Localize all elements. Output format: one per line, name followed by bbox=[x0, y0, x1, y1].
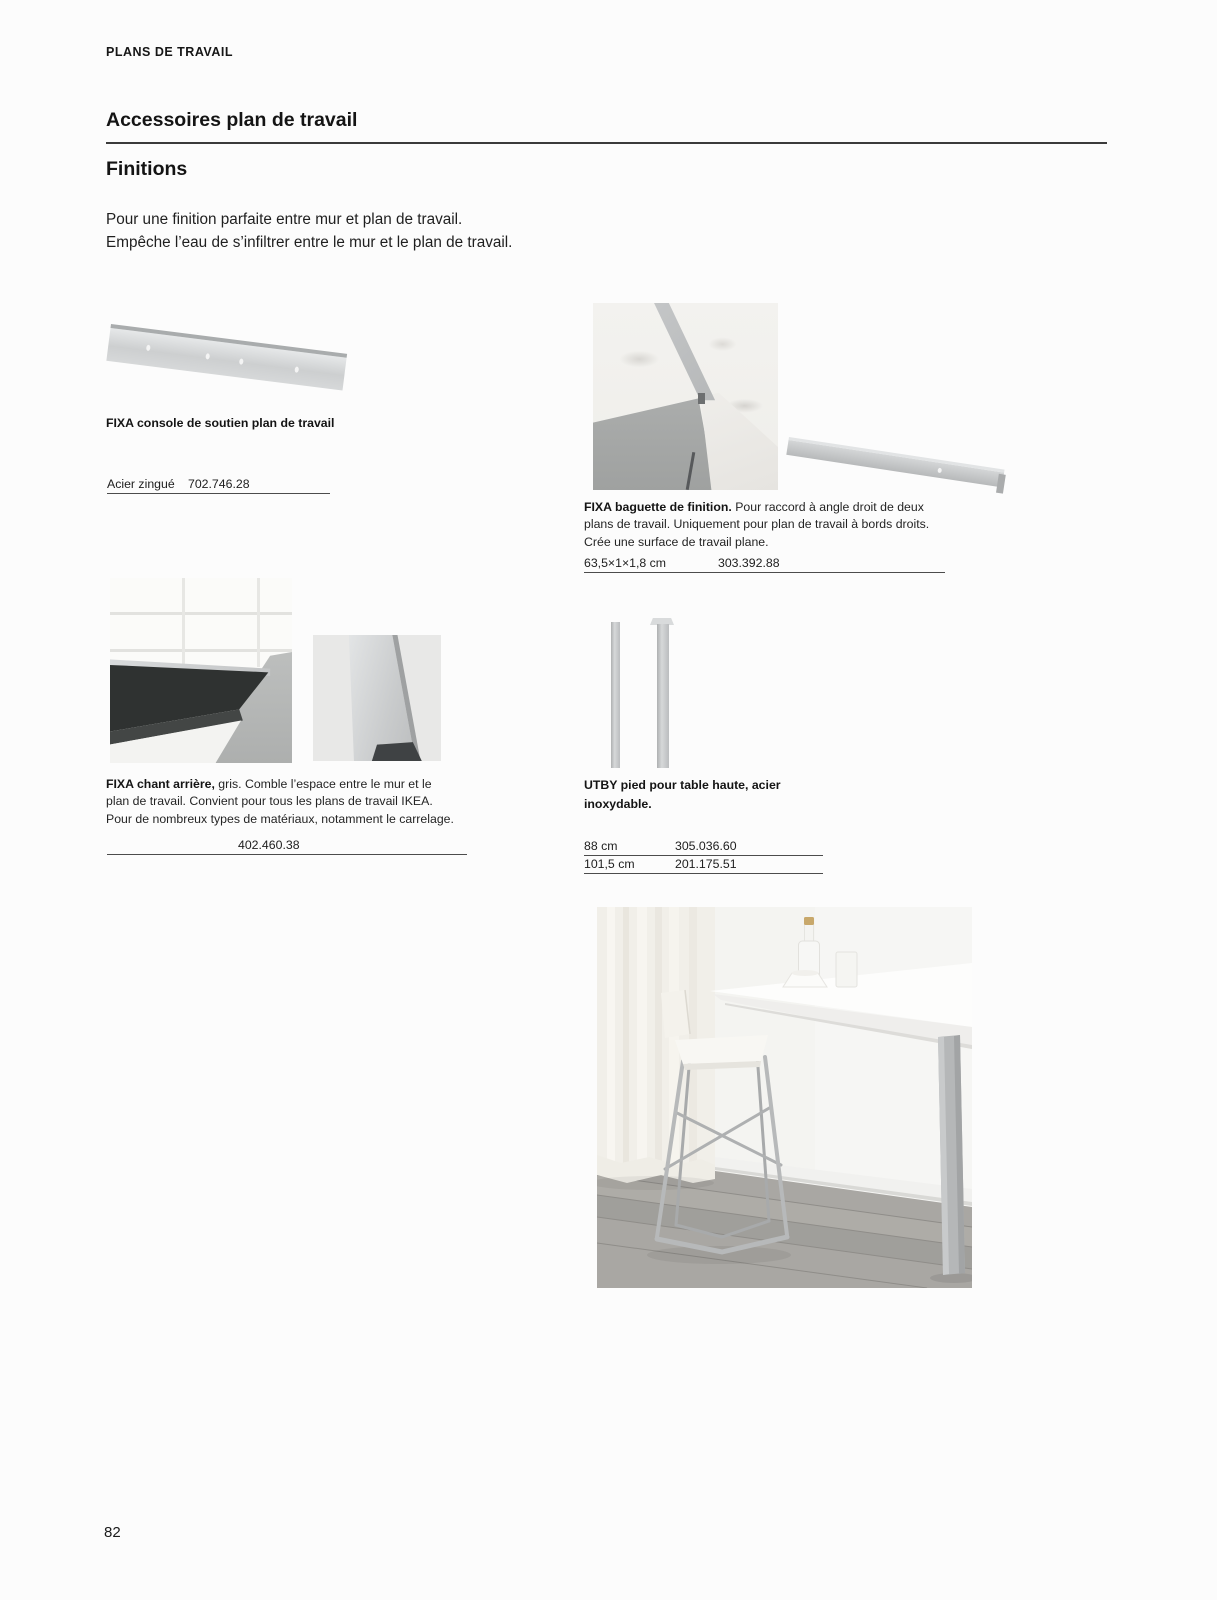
page-number: 82 bbox=[104, 1524, 121, 1541]
product-name-fixa-chant: FIXA chant arrière, bbox=[106, 777, 215, 791]
product-image-utby-legs bbox=[584, 598, 704, 772]
subsection-title: Finitions bbox=[106, 158, 188, 180]
size-label: 63,5×1×1,8 cm bbox=[584, 556, 667, 570]
product-image-fixa-chant-profile bbox=[313, 635, 441, 761]
strip-illustration bbox=[786, 437, 1004, 487]
intro-line-2: Empêche l’eau de s’infiltrer entre le mur et le plan de travail. bbox=[106, 234, 513, 251]
price-row bbox=[584, 857, 823, 874]
lifestyle-illustration bbox=[597, 907, 972, 1288]
intro-line-1: Pour une finition parfaite entre mur et plan de travail. bbox=[106, 211, 463, 228]
product-image-fixa-chant-scene bbox=[110, 578, 292, 763]
article-number: 305.036.60 bbox=[675, 839, 737, 853]
section-title: Accessoires plan de travail bbox=[106, 109, 358, 131]
product-image-fixa-baguette-strip bbox=[786, 407, 1016, 495]
size-label: 101,5 cm bbox=[584, 857, 635, 871]
bracket-illustration bbox=[106, 324, 347, 391]
size-label: Acier zingué bbox=[107, 477, 175, 491]
article-number: 303.392.88 bbox=[718, 556, 780, 570]
intro-text bbox=[106, 208, 726, 254]
lifestyle-photo-utby bbox=[597, 907, 972, 1288]
product-text-fixa-chant bbox=[106, 776, 456, 828]
product-description-fixa-baguette: Pour raccord à angle droit de deux plans de travail. Uniquement pour plan de travail à bords droits. Crée une surface de travail plane. bbox=[584, 500, 930, 549]
article-number: 702.746.28 bbox=[188, 477, 250, 491]
title-rule bbox=[106, 142, 1107, 144]
article-number: 402.460.38 bbox=[238, 838, 300, 852]
price-row bbox=[584, 839, 823, 856]
price-row bbox=[107, 477, 330, 494]
product-text-fixa-baguette bbox=[584, 499, 942, 551]
product-description-fixa-chant: gris. Comble l’espace entre le mur et le plan de travail. Convient pour tous les plans de travail IKEA. Pour de nombreux types de matériaux, notamment le carrelage. bbox=[106, 777, 454, 826]
price-row bbox=[584, 556, 945, 573]
product-name-fixa-baguette: FIXA baguette de finition. bbox=[584, 500, 732, 514]
product-image-fixa-console bbox=[106, 300, 356, 392]
product-name-utby: UTBY pied pour table haute, acier inoxydable. bbox=[584, 778, 781, 811]
article-number: 201.175.51 bbox=[675, 857, 737, 871]
price-row bbox=[107, 838, 467, 855]
product-image-fixa-baguette-scene bbox=[593, 303, 778, 490]
page-kicker: PLANS DE TRAVAIL bbox=[106, 45, 233, 59]
product-name-fixa-console: FIXA console de soutien plan de travail bbox=[106, 416, 335, 430]
size-label: 88 cm bbox=[584, 839, 618, 853]
